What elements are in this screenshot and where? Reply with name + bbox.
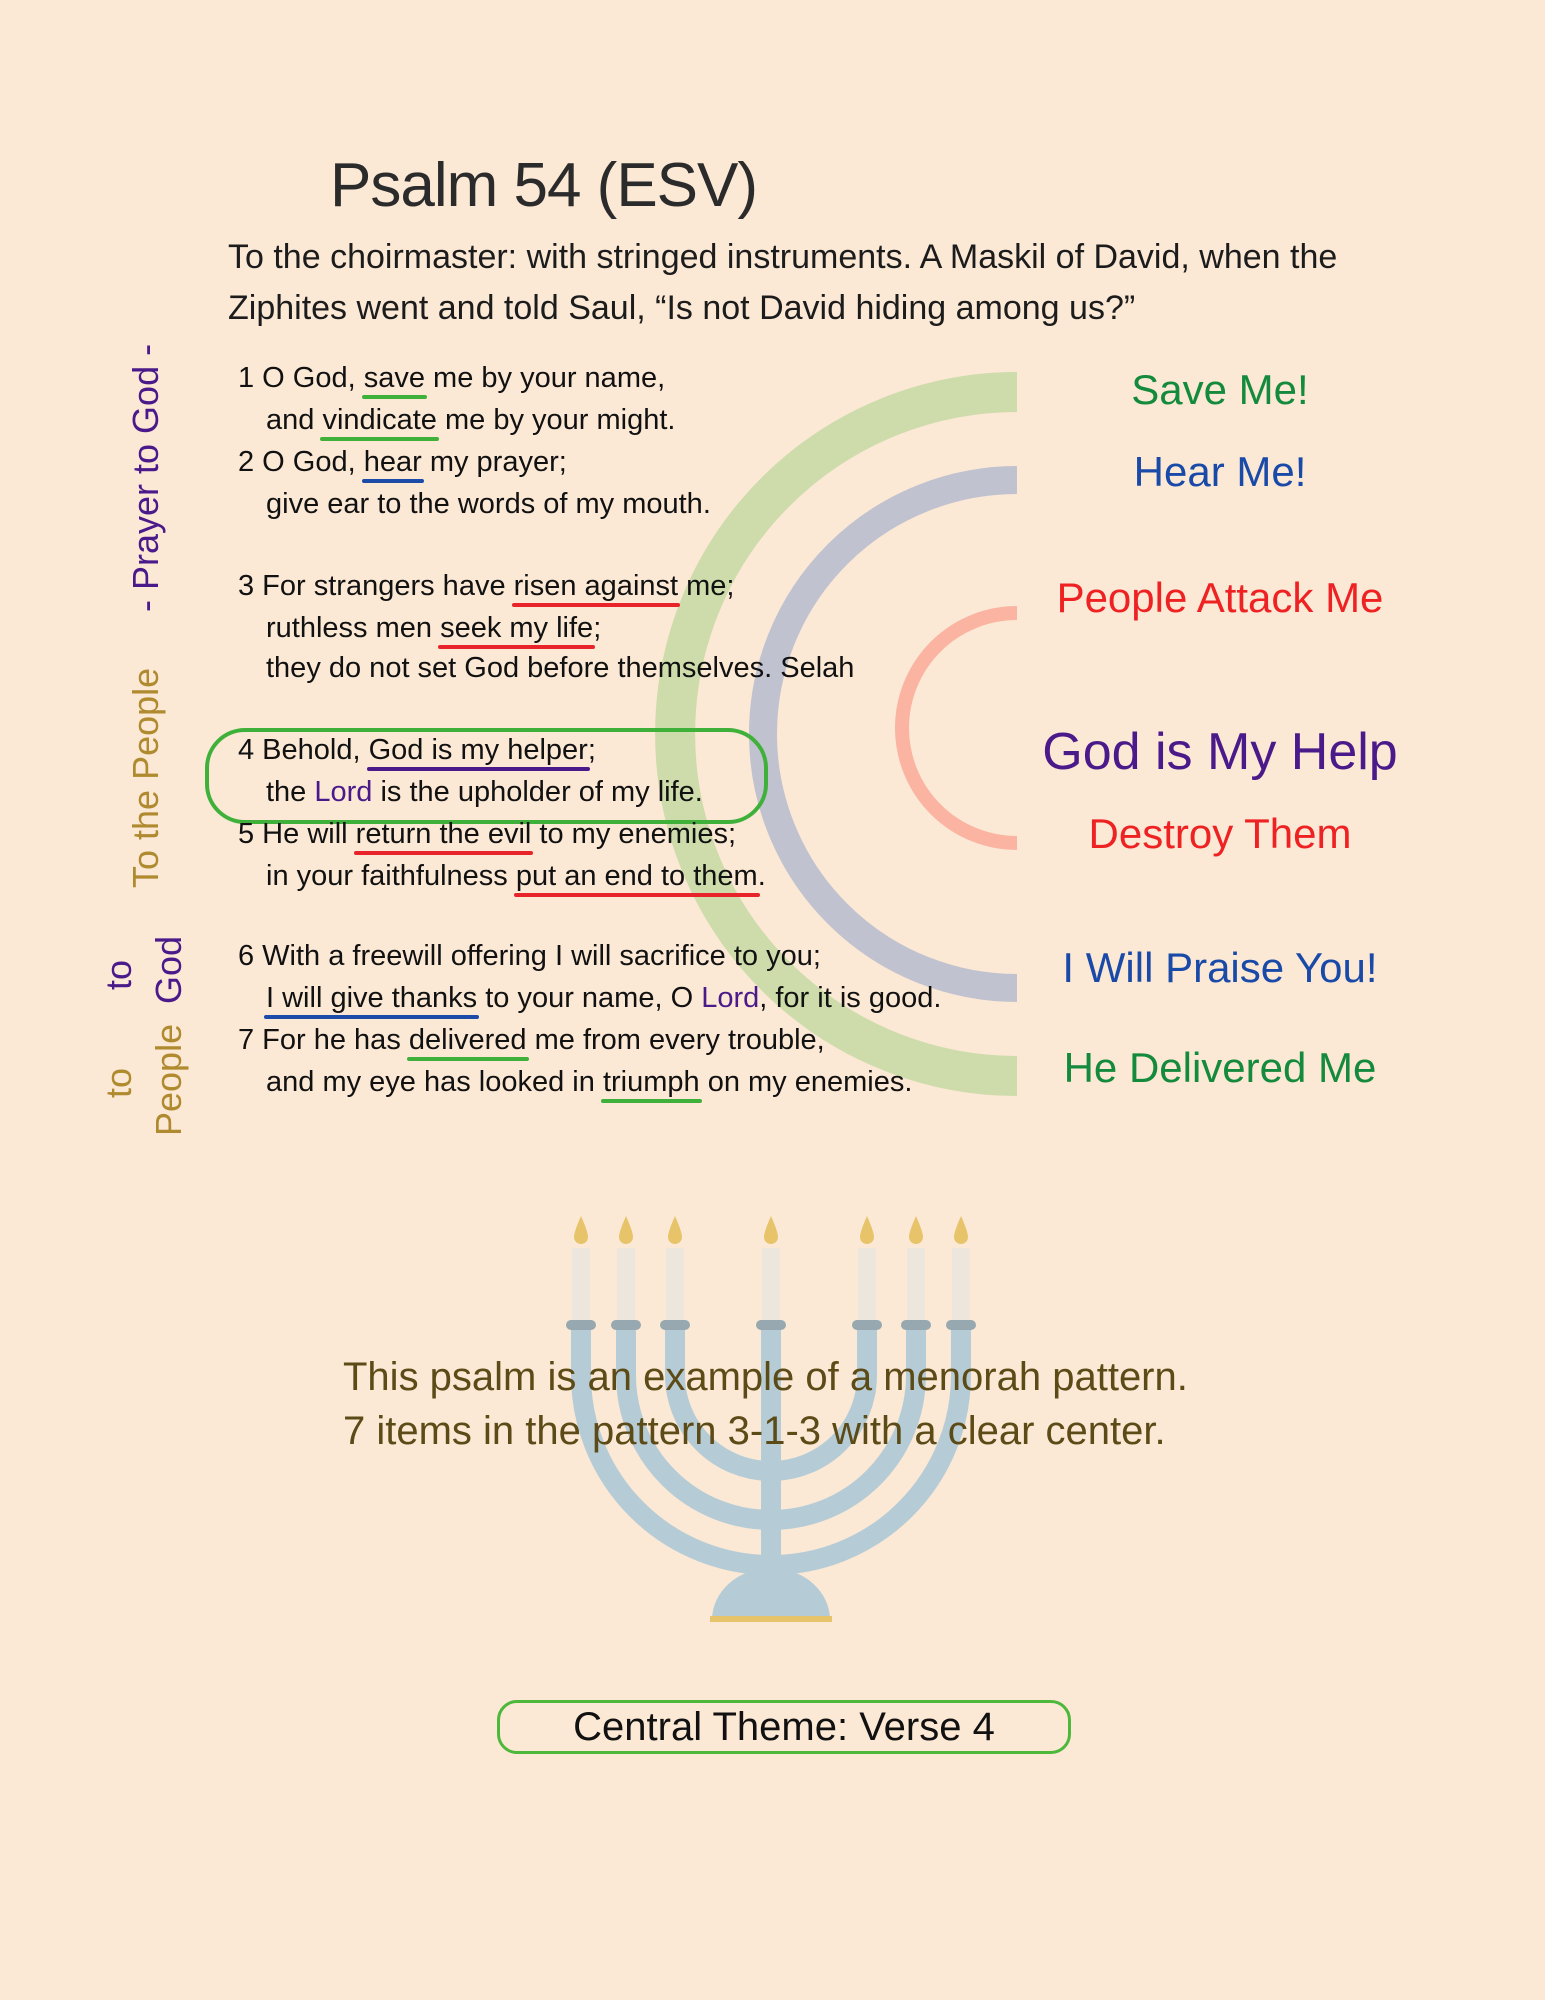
verse-1a: 1 O God, save me by your name, xyxy=(238,362,666,394)
caption-line-2: 7 items in the pattern 3-1-3 with a clear center. xyxy=(343,1409,1166,1453)
flame-7 xyxy=(954,1216,968,1244)
verse-5a: 5 He will return the evil to my enemies; xyxy=(238,818,737,850)
menorah-base-line xyxy=(710,1616,832,1622)
cup-5 xyxy=(852,1320,882,1330)
verse-3a: 3 For strangers have risen against me; xyxy=(238,570,735,602)
verse-6a: 6 With a freewill offering I will sacrifice to you; xyxy=(238,940,821,972)
vertical-to-the-people: To the People xyxy=(125,667,166,888)
caption-line-1: This psalm is an example of a menorah pattern. xyxy=(343,1355,1188,1399)
flame-6 xyxy=(909,1216,923,1244)
verse-6b: I will give thanks to your name, O Lord, for it is good. xyxy=(266,982,942,1014)
label-i-will-praise: I Will Praise You! xyxy=(1062,944,1378,991)
verse-4a: 4 Behold, God is my helper; xyxy=(238,734,596,766)
verse-2b: give ear to the words of my mouth. xyxy=(266,488,711,520)
label-destroy-them: Destroy Them xyxy=(1088,810,1352,857)
verse-4b: the Lord is the upholder of my life. xyxy=(266,776,703,808)
central-theme-box: Central Theme: Verse 4 xyxy=(497,1700,1071,1754)
vertical-to-lower: to xyxy=(98,1067,139,1098)
verse-3b: ruthless men seek my life; xyxy=(266,612,602,644)
menorah-base xyxy=(712,1568,830,1620)
vertical-god: God xyxy=(148,935,189,1004)
cup-3 xyxy=(660,1320,690,1330)
flame-2 xyxy=(619,1216,633,1244)
vertical-prayer-to-god: - Prayer to God - xyxy=(125,343,166,612)
verse-7a: 7 For he has delivered me from every trouble, xyxy=(238,1024,825,1056)
page-title: Psalm 54 (ESV) xyxy=(330,151,758,220)
candle-4 xyxy=(762,1248,780,1326)
flame-4 xyxy=(764,1216,778,1244)
candle-3 xyxy=(666,1248,684,1326)
flame-5 xyxy=(860,1216,874,1244)
verse-5b: in your faithfulness put an end to them. xyxy=(266,860,766,892)
flame-3 xyxy=(668,1216,682,1244)
superscription: To the choirmaster: with stringed instruments. A Maskil of David, when the Ziphites went and told Saul, “Is not David hiding among us?” xyxy=(228,238,1338,327)
cup-7 xyxy=(946,1320,976,1330)
verse-1b: and vindicate me by your might. xyxy=(266,404,676,436)
candle-1 xyxy=(572,1248,590,1326)
verse-2a: 2 O God, hear my prayer; xyxy=(238,446,567,478)
candle-7 xyxy=(952,1248,970,1326)
verse-7b: and my eye has looked in triumph on my enemies. xyxy=(266,1066,913,1098)
label-god-is-my-help: God is My Help xyxy=(1042,723,1398,781)
label-hear-me: Hear Me! xyxy=(1133,448,1307,495)
vertical-people: People xyxy=(148,1023,189,1136)
candle-2 xyxy=(617,1248,635,1326)
candle-5 xyxy=(858,1248,876,1326)
label-he-delivered: He Delivered Me xyxy=(1063,1044,1377,1091)
label-save-me: Save Me! xyxy=(1131,366,1309,413)
cup-1 xyxy=(566,1320,596,1330)
label-people-attack: People Attack Me xyxy=(1056,574,1384,621)
cup-2 xyxy=(611,1320,641,1330)
flame-1 xyxy=(574,1216,588,1244)
cup-6 xyxy=(901,1320,931,1330)
menorah-caption xyxy=(343,1350,1188,1458)
vertical-to-upper: to xyxy=(98,959,139,990)
candle-6 xyxy=(907,1248,925,1326)
verse-3c: they do not set God before themselves. Selah xyxy=(266,652,855,684)
cup-4 xyxy=(756,1320,786,1330)
